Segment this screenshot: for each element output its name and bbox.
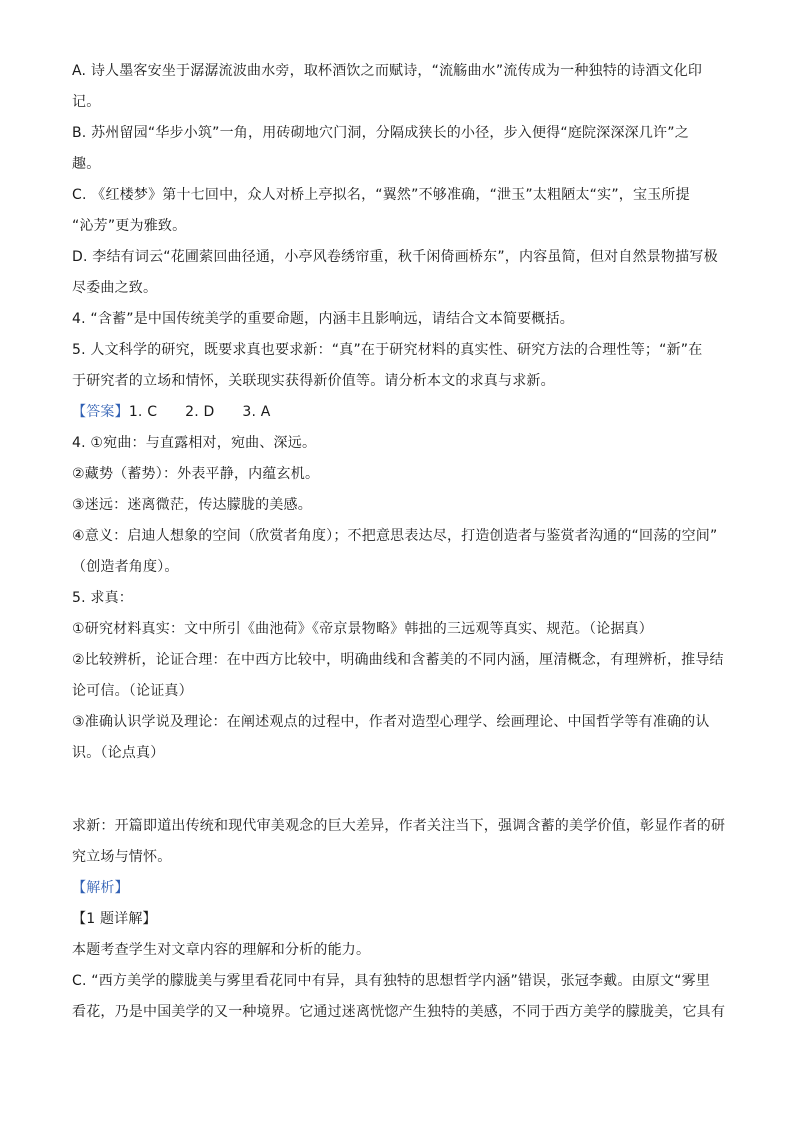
answer-5-item-1: ①研究材料真实：文中所引《曲池荷》《帝京景物略》韩拙的三远观等真实、规范。（论据真）	[72, 621, 653, 637]
answer-4-item-3: ③迷远：迷离微茫，传达朦胧的美感。	[72, 497, 312, 513]
option-a-line-1: A. 诗人墨客安坐于潺潺流波曲水旁，取杯酒饮之而赋诗，“流觞曲水”流传成为一种独特的诗酒文化印	[72, 63, 703, 79]
answer-5-item-2-line-1: ②比较辨析，论证合理：在中西方比较中，明确曲线和含蓄美的不同内涵，厘清概念，有理辨析，推导结	[72, 652, 724, 668]
answer-5-new-line-2: 究立场与情怀。	[72, 849, 172, 865]
question-1-detail-text: 本题考查学生对文章内容的理解和分析的能力。	[72, 942, 371, 958]
answer-5-item-2-line-2: 论可信。（论证真）	[72, 683, 193, 699]
option-c-line-1: C. 《红楼梦》第十七回中，众人对桥上亭拟名，“翼然”不够准确，“泄玉”太粗陋太“实”，宝玉所提	[72, 187, 690, 203]
answer-line	[72, 401, 722, 423]
question-5-line-2: 于研究者的立场和情怀，关联现实获得新价值等。请分析本文的求真与求新。	[72, 373, 555, 389]
option-d-line-2: 尽委曲之致。	[72, 280, 158, 296]
answer-4-item-2: ②藏势（蓄势）：外表平静，内蕴玄机。	[72, 466, 320, 482]
answer-5-item-3-line-1: ③准确认识学说及理论：在阐述观点的过程中，作者对造型心理学、绘画理论、中国哲学等有准确的认	[72, 714, 710, 730]
option-b-line-1: B. 苏州留园“华步小筑”一角，用砖砌地穴门洞，分隔成狭长的小径，步入便得“庭院深深深几许”之	[72, 125, 689, 141]
option-a-line-2: 记。	[72, 94, 101, 110]
question-4: 4. “含蓄”是中国传统美学的重要命题，内涵丰且影响远，请结合文本简要概括。	[72, 311, 574, 327]
answer-4-item-4-line-1: ④意义：启迪人想象的空间（欣赏者角度）；不把意思表达尽，打造创造者与鉴赏者沟通的“回荡的空间”	[72, 528, 718, 544]
option-c-line-2: “沁芳”更为雅致。	[72, 218, 187, 234]
answer-5-heading: 5. 求真：	[72, 590, 134, 606]
answer-label: 【答案】	[72, 404, 129, 420]
analysis-c-line-2: 看花，乃是中国美学的又一种境界。它通过迷离恍惚产生独特的美感，不同于西方美学的朦胧美，它具有	[72, 1004, 726, 1020]
answer-5-new-line-1: 求新：开篇即道出传统和现代审美观念的巨大差异，作者关注当下，强调含蓄的美学价值，彰显作者的研	[72, 818, 726, 834]
answer-choices: 1. C 2. D 3. A	[128, 404, 271, 420]
answer-4-item-1: 4. ①宛曲：与直露相对，宛曲、深远。	[72, 435, 317, 451]
answer-5-item-3-line-2: 识。（论点真）	[72, 745, 165, 761]
question-5-line-1: 5. 人文科学的研究，既要求真也要求新：“真”在于研究材料的真实性、研究方法的合理性等；“新”在	[72, 342, 703, 358]
option-d-line-1: D. 李结有词云“花圃萦回曲径通，小亭风卷绣帘重，秋千闲倚画桥东”，内容虽简，但对自然景物描写极	[72, 249, 718, 265]
option-b-line-2: 趣。	[72, 156, 101, 172]
analysis-label: 【解析】	[72, 880, 129, 896]
analysis-c-line-1: C. “西方美学的朦胧美与雾里看花同中有异，具有独特的思想哲学内涵”错误，张冠李戴。由原文“雾里	[72, 973, 711, 989]
answer-4-item-4-line-2: （创造者角度）。	[72, 559, 179, 575]
question-1-detail-heading: 【1 题详解】	[72, 911, 157, 927]
